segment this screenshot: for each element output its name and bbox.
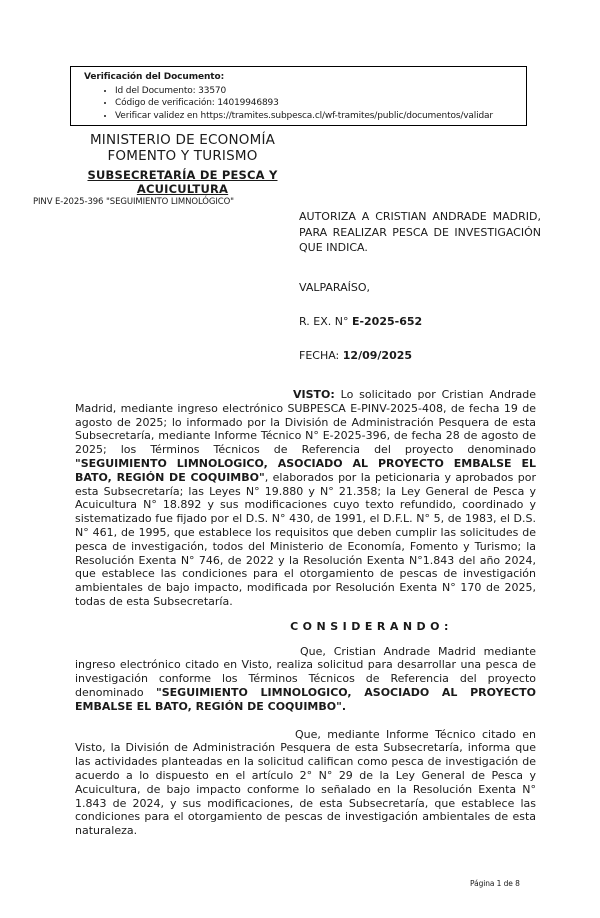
verification-item-code: • Código de verificación: 14019946893 xyxy=(115,97,522,110)
ministry-name-line2: FOMENTO Y TURISMO xyxy=(107,147,258,164)
body-text xyxy=(75,388,536,838)
verification-list xyxy=(84,85,522,123)
considerando-paragraph-2: Que, mediante Informe Técnico citado en Visto, la División de Administración Pesquera de esta Subsecretaría, informa que las actividades planteadas en la solicitud califican como pesca de investigación de acuerdo a lo dispuesto en el artículo 2° N° 29 de la Ley General de Pesca y Acuicultura, de bajo impacto conforme lo señalado en la Resolución Exenta N° 1.843 de 2024, y sus modificaciones, de esta Subsecretaría, que establece las condiciones para el otorgamiento de pescas de investigación ambientales de esta naturaleza. xyxy=(75,727,536,838)
considerando-1-project-title: "SEGUIMIENTO LIMNOLOGICO, ASOCIADO AL PROYECTO EMBALSE EL BATO, REGIÓN DE COQUIMBO". xyxy=(75,685,537,713)
resolution-number-value: E-2025-652 xyxy=(351,315,423,328)
visto-paragraph xyxy=(75,388,536,609)
resolution-number-line xyxy=(299,315,422,328)
city-line: VALPARAÍSO, xyxy=(299,281,371,294)
considerando-1-text: Que, Cristian Andrade Madrid mediante ingreso electrónico citado en Visto, realiza solicitud para desarrollar una pesca de investigación conforme los Términos Técnicos de Referencia del proyecto denominado xyxy=(75,644,536,699)
project-reference: PINV E-2025-396 "SEGUIMIENTO LIMNOLÓGICO" xyxy=(33,197,234,207)
visto-text-2: , elaborados por la peticionaria y aprobados por esta Subsecretaría; las Leyes N° 19.880 y N° 21.358; la Ley General de Pesca y Acuicultura N° 18.892 y sus modificaciones cuyo texto refundido, coordinado y sistematizado fue fijado por el D.S. N° 430, de 1991, el D.F.L. N° 5, de 1983, el D.S. N° 461, de 1995, que establece los requisitos que deben cumplir las solicitudes de pesca de investigación, todos del Ministerio de Economía, Fomento y Turismo; la Resolución Exenta N° 746, de 2022 y la Resolución Exenta N°1.843 del año 2024, que establece las condiciones para el otorgamiento de pescas de investigación ambientales de bajo impacto, modificada por Resolución Exenta N° 170 de 2025, todas de esta Subsecretaría. xyxy=(75,470,536,608)
date-value: 12/09/2025 xyxy=(342,349,413,362)
considerando-heading: CONSIDERANDO: xyxy=(290,619,453,633)
date-label: FECHA: xyxy=(299,349,340,362)
visto-text-1: Lo solicitado por Cristian Andrade Madrid, mediante ingreso electrónico SUBPESCA E-PINV-2025-408, de fecha 19 de agosto de 2025; lo informado por la División de Administración Pesquera de esta Subsecretaría, mediante Informe Técnico N° E-2025-396, de fecha 28 de agosto de 2025; los Términos Técnicos de Referencia del proyecto denominado xyxy=(75,388,536,457)
resolution-number-label: R. EX. N° xyxy=(299,315,349,328)
department-name xyxy=(40,169,325,196)
page-number: Página 1 de 8 xyxy=(470,879,520,888)
verification-item-url: • Verificar validez en https://tramites.subpesca.cl/wf-tramites/public/documentos/validar xyxy=(115,110,522,123)
department-name-line2: ACUICULTURA xyxy=(136,181,229,196)
resolution-subject: AUTORIZA A CRISTIAN ANDRADE MADRID, PARA REALIZAR PESCA DE INVESTIGACIÓN QUE INDICA. xyxy=(299,210,541,254)
verification-box xyxy=(70,66,527,126)
verification-title: Verificación del Documento: xyxy=(84,72,225,82)
date-line xyxy=(299,349,412,362)
considerando-paragraph-1 xyxy=(75,645,536,714)
visto-label: VISTO: xyxy=(293,388,335,401)
visto-project-title: "SEGUIMIENTO LIMNOLOGICO, ASOCIADO AL PROYECTO EMBALSE EL BATO, REGIÓN DE COQUIMBO" xyxy=(75,456,536,484)
letterhead xyxy=(40,133,325,196)
department-name-line1: SUBSECRETARÍA DE PESCA Y xyxy=(87,168,278,182)
ministry-name-line1: MINISTERIO DE ECONOMÍA xyxy=(89,132,276,148)
verification-item-document-id: • Id del Documento: 33570 xyxy=(115,85,522,98)
